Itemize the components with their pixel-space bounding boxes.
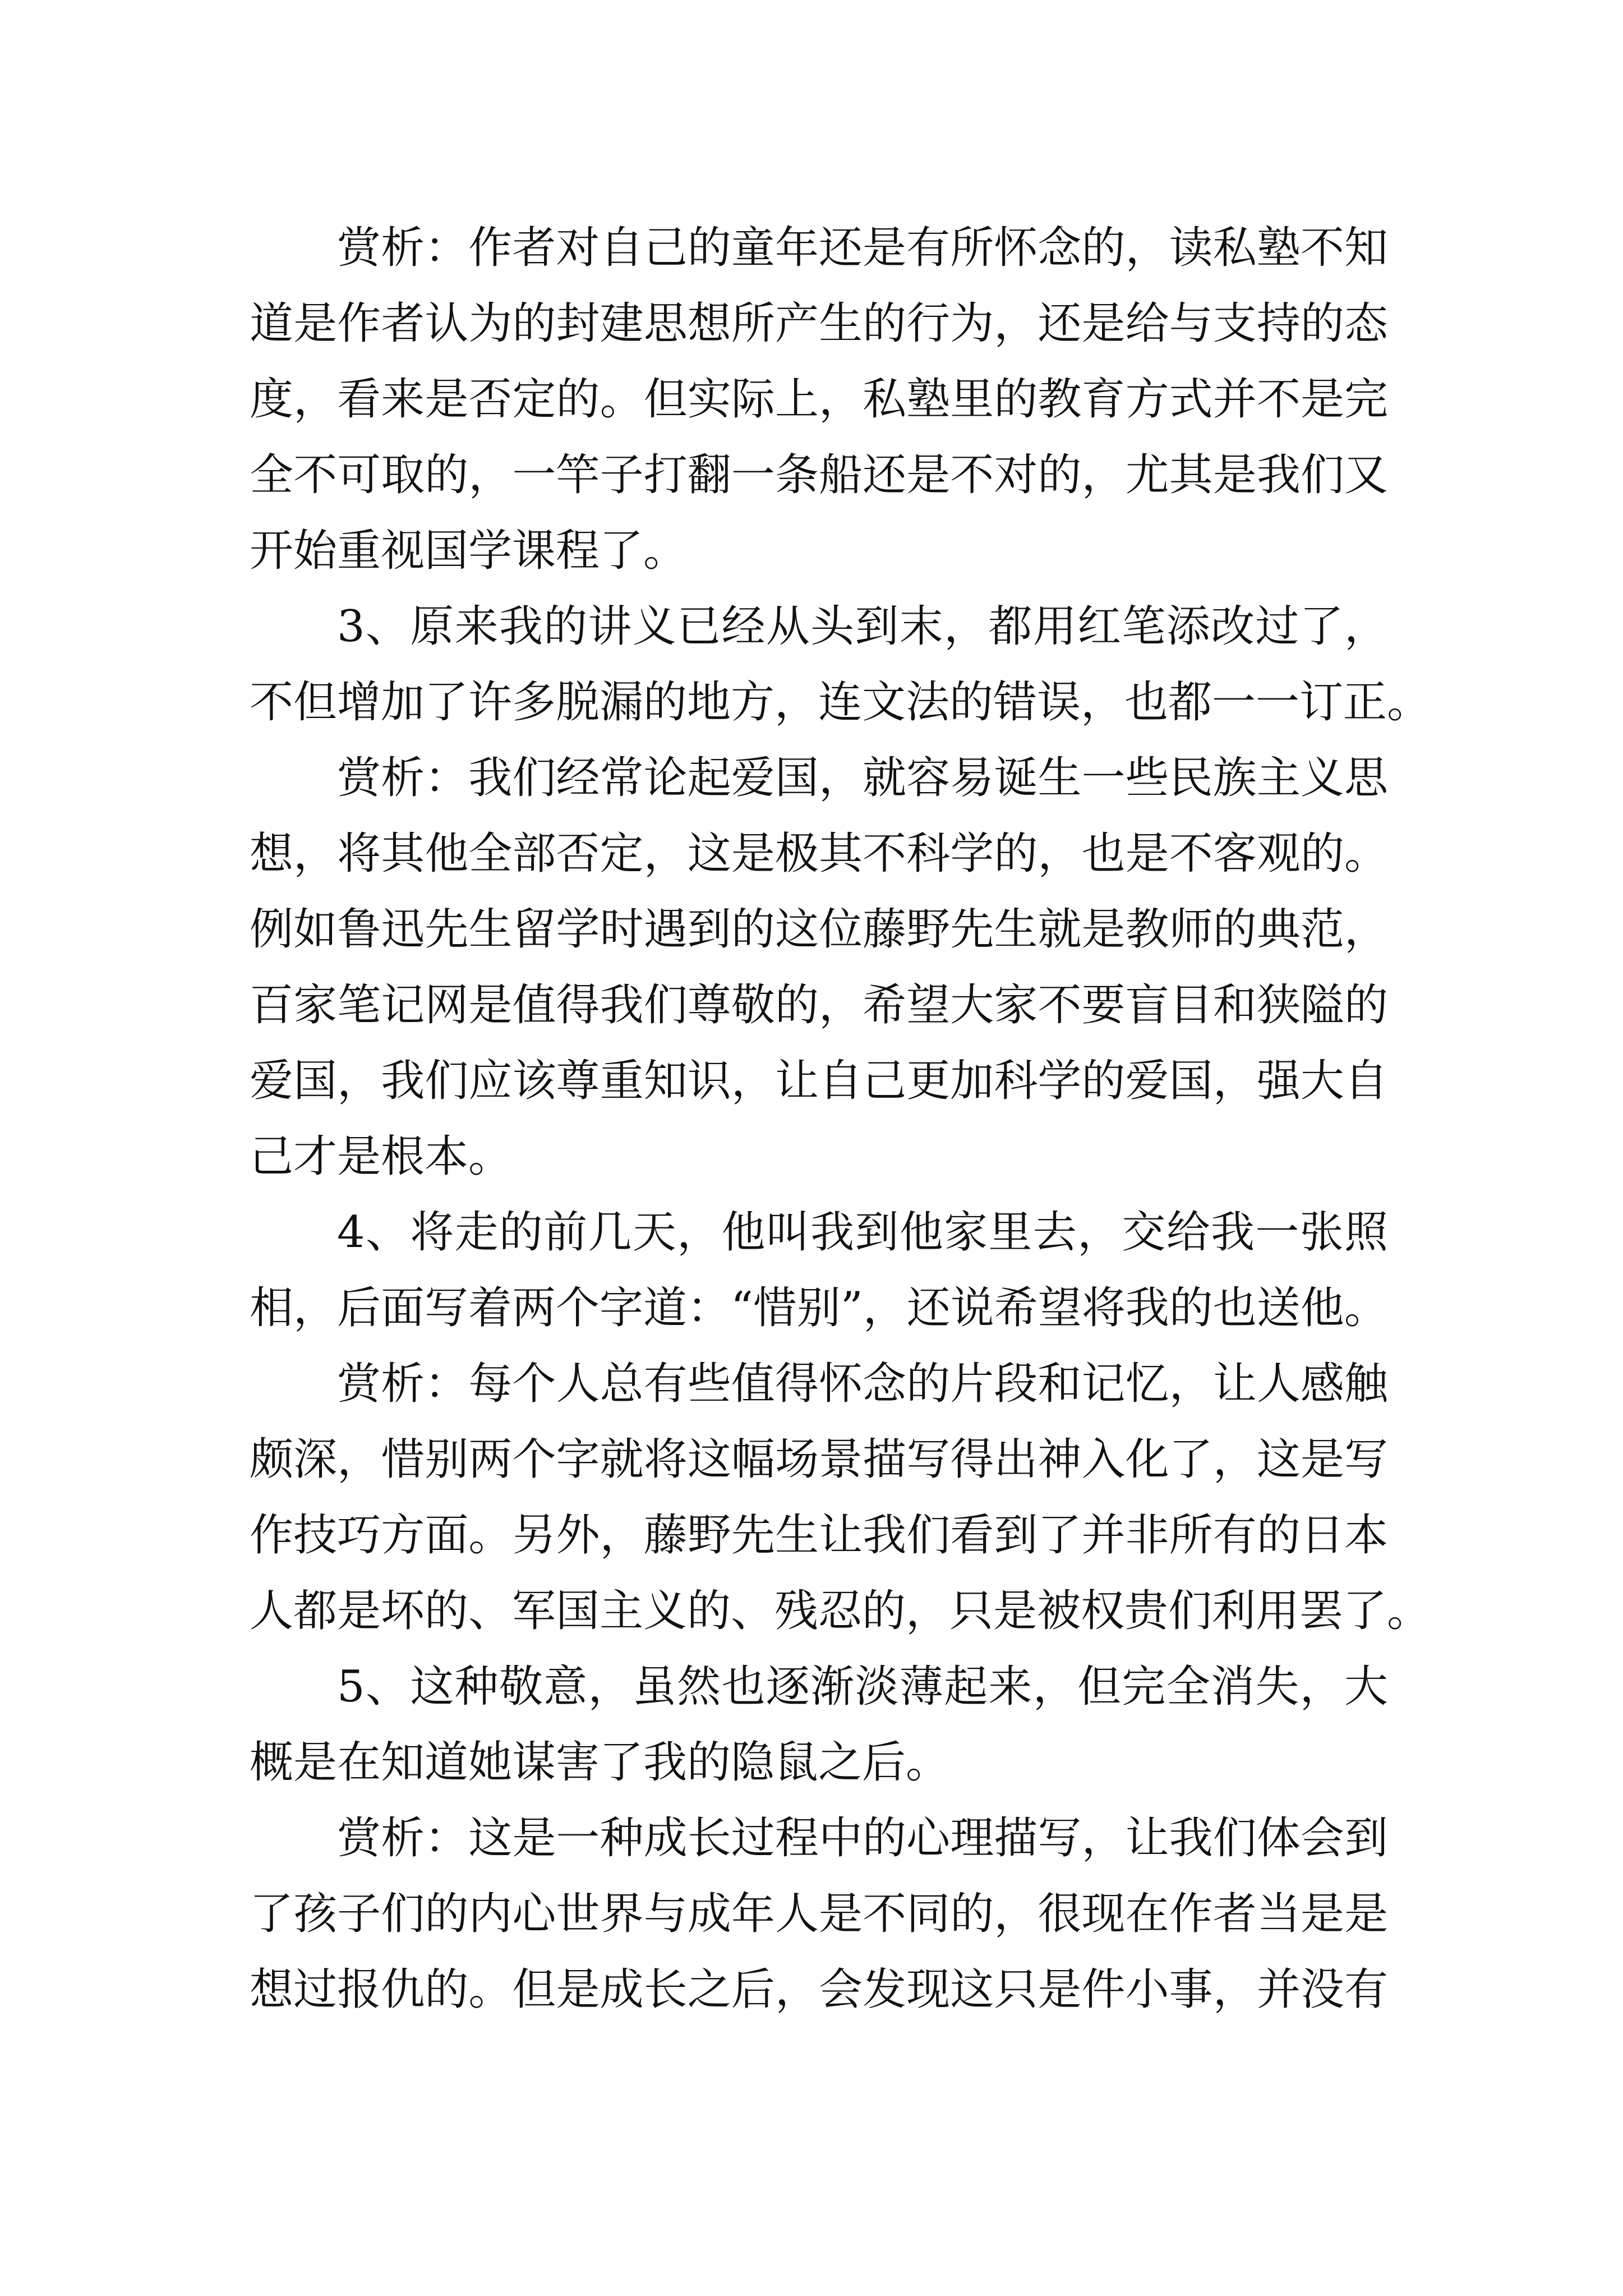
- text-line: 想过报仇的。但是成长之后，会发现这只是件小事，并没有: [250, 1964, 1388, 2015]
- text-line: 相，后面写着两个字道：“惜别”，还说希望将我的也送他。: [250, 1283, 1388, 1333]
- text-line: 赏析：作者对自己的童年还是有所怀念的，读私塾不知: [337, 223, 1388, 273]
- text-line: 概是在知道她谋害了我的隐鼠之后。: [250, 1737, 950, 1788]
- paragraph-analysis-4: [250, 1346, 1431, 1649]
- text-line: 作技巧方面。另外，藤野先生让我们看到了并非所有的日本: [250, 1510, 1388, 1561]
- text-line: 想，将其他全部否定，这是极其不科学的，也是不客观的。: [250, 829, 1388, 879]
- text-line: 了孩子们的内心世界与成年人是不同的，很现在作者当是是: [250, 1889, 1388, 1939]
- text-line: 赏析：每个人总有些值得怀念的片段和记忆，让人感触: [337, 1359, 1388, 1409]
- text-line: 人都是坏的、军国主义的、残忍的，只是被权贵们利用罢了。: [250, 1586, 1431, 1636]
- paragraph-quote-3: [250, 589, 1431, 740]
- paragraph-analysis-3: [250, 740, 1388, 1195]
- text-line: 赏析：这是一种成长过程中的心理描写，让我们体会到: [337, 1813, 1388, 1864]
- paragraph-analysis-1: [250, 210, 1388, 589]
- text-line: 4、将走的前几天，他叫我到他家里去，交给我一张照: [337, 1207, 1388, 1258]
- paragraph-quote-5: [250, 1649, 1388, 1801]
- text-line: 己才是根本。: [250, 1131, 513, 1182]
- text-line: 3、原来我的讲义已经从头到末，都用红笔添改过了，: [337, 601, 1388, 652]
- text-line: 全不可取的，一竿子打翻一条船还是不对的，尤其是我们又: [250, 450, 1388, 500]
- text-line: 道是作者认为的封建思想所产生的行为，还是给与支持的态: [250, 298, 1388, 349]
- text-line: 百家笔记网是值得我们尊敬的，希望大家不要盲目和狭隘的: [250, 980, 1388, 1030]
- document-body: [250, 210, 1431, 2028]
- text-line: 开始重视国学课程了。: [250, 526, 688, 576]
- text-line: 赏析：我们经常论起爱国，就容易诞生一些民族主义思: [337, 753, 1388, 803]
- text-line: 度，看来是否定的。但实际上，私塾里的教育方式并不是完: [250, 374, 1388, 425]
- paragraph-quote-4: [250, 1195, 1388, 1346]
- text-line: 例如鲁迅先生留学时遇到的这位藤野先生就是教师的典范，: [250, 904, 1388, 955]
- text-line: 颇深，惜别两个字就将这幅场景描写得出神入化了，这是写: [250, 1434, 1388, 1485]
- text-line: 不但增加了许多脱漏的地方，连文法的错误，也都一一订正。: [250, 677, 1431, 728]
- text-line: 5、这种敬意，虽然也逐渐淡薄起来，但完全消失，大: [337, 1662, 1388, 1712]
- paragraph-analysis-5: [250, 1801, 1388, 2028]
- text-line: 爱国，我们应该尊重知识，让自己更加科学的爱国，强大自: [250, 1056, 1388, 1106]
